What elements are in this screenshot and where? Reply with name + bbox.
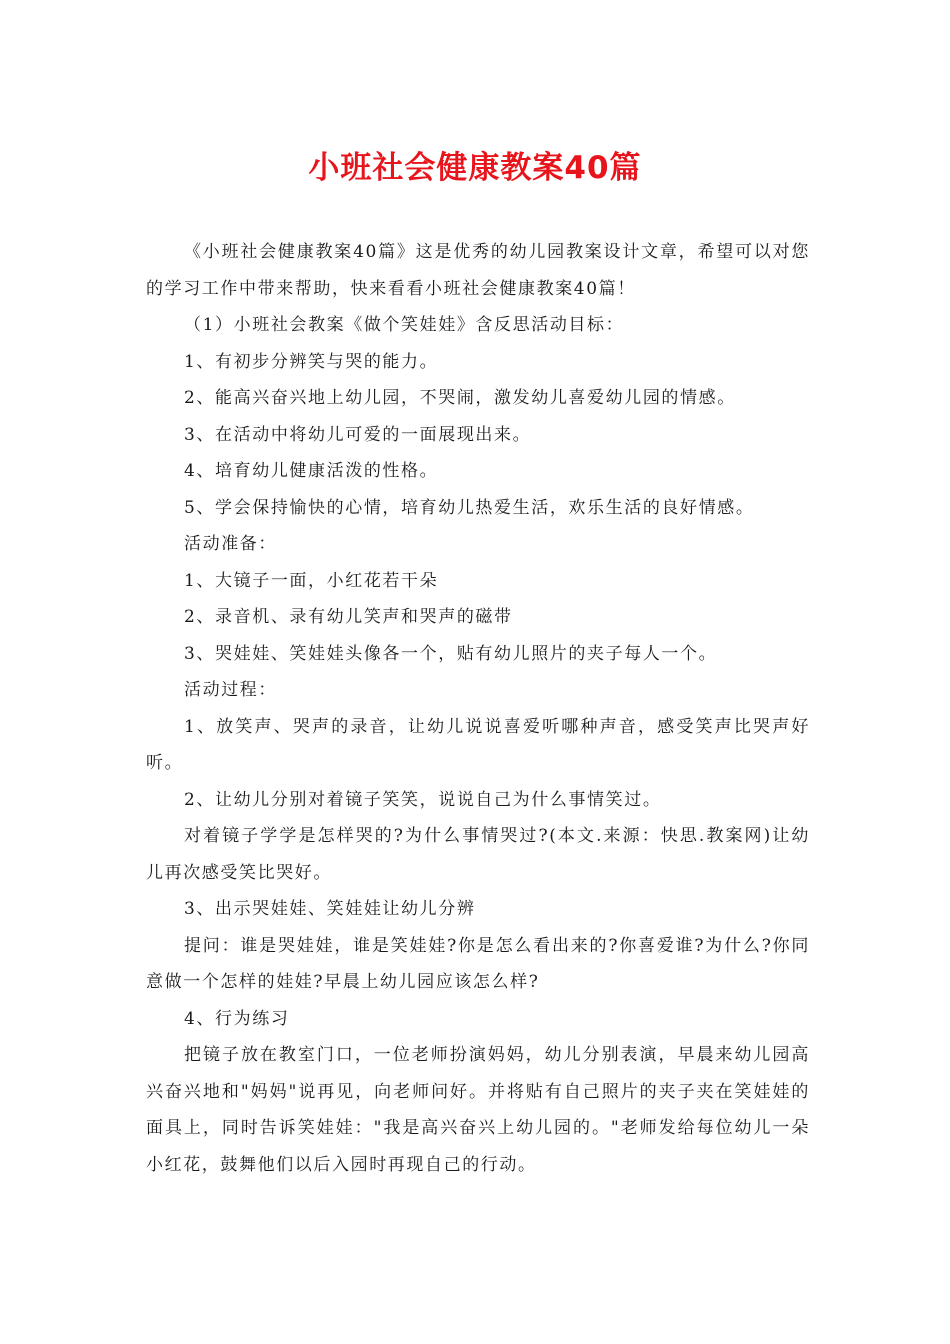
process-heading: 活动过程： bbox=[184, 680, 277, 700]
process-step-4-detail: 把镜子放在教室门口，一位老师扮演妈妈，幼儿分别表演，早晨来幼儿园高兴奋兴地和"妈妈"说再见，向老师问好。并将贴有自己照片的夹子夹在笑娃娃的面具上，同时告诉笑娃娃："我是高兴奋兴上幼儿园的。"老师发给每位幼儿一朵小红花，鼓舞他们以后入园时再现自己的行动。 bbox=[146, 1045, 810, 1175]
preparation-item-2: 2、录音机、录有幼儿笑声和哭声的磁带 bbox=[184, 607, 513, 627]
goal-item-2: 2、能高兴奋兴地上幼儿园，不哭闹，激发幼儿喜爱幼儿园的情感。 bbox=[184, 388, 736, 408]
preparation-item-3: 3、哭娃娃、笑娃娃头像各一个，贴有幼儿照片的夹子每人一个。 bbox=[184, 643, 718, 664]
intro-paragraph: 《小班社会健康教案40篇》这是优秀的幼儿园教案设计文章，希望可以对您的学习工作中带来帮助，快来看看小班社会健康教案40篇！ bbox=[146, 242, 810, 299]
section-heading-lesson-1: （1）小班社会教案《做个笑娃娃》含反思活动目标： bbox=[184, 315, 625, 335]
document-body bbox=[146, 234, 810, 1183]
process-step-2: 2、让幼儿分别对着镜子笑笑，说说自己为什么事情笑过。 bbox=[184, 789, 662, 810]
preparation-item-1: 1、大镜子一面，小红花若干朵 bbox=[184, 570, 439, 591]
goal-item-4: 4、培育幼儿健康活泼的性格。 bbox=[184, 461, 439, 481]
process-step-1: 1、放笑声、哭声的录音，让幼儿说说喜爱听哪种声音，感受笑声比哭声好听。 bbox=[146, 716, 810, 773]
goal-item-1: 1、有初步分辨笑与哭的能力。 bbox=[184, 351, 439, 372]
process-step-4: 4、行为练习 bbox=[184, 1008, 290, 1029]
document-title: 小班社会健康教案40篇 bbox=[308, 150, 642, 186]
process-step-2-detail: 对着镜子学学是怎样哭的?为什么事情哭过?(本文.来源：快思.教案网)让幼儿再次感受笑比哭好。 bbox=[146, 826, 810, 883]
preparation-heading: 活动准备： bbox=[184, 534, 277, 554]
goal-item-3: 3、在活动中将幼儿可爱的一面展现出来。 bbox=[184, 424, 532, 445]
goal-item-5: 5、学会保持愉快的心情，培育幼儿热爱生活，欢乐生活的良好情感。 bbox=[184, 497, 755, 518]
process-step-3-questions: 提问：谁是哭娃娃，谁是笑娃娃?你是怎么看出来的?你喜爱谁?为什么?你同意做一个怎样的娃娃?早晨上幼儿园应该怎么样? bbox=[146, 935, 810, 992]
process-step-3: 3、出示哭娃娃、笑娃娃让幼儿分辨 bbox=[184, 899, 476, 919]
